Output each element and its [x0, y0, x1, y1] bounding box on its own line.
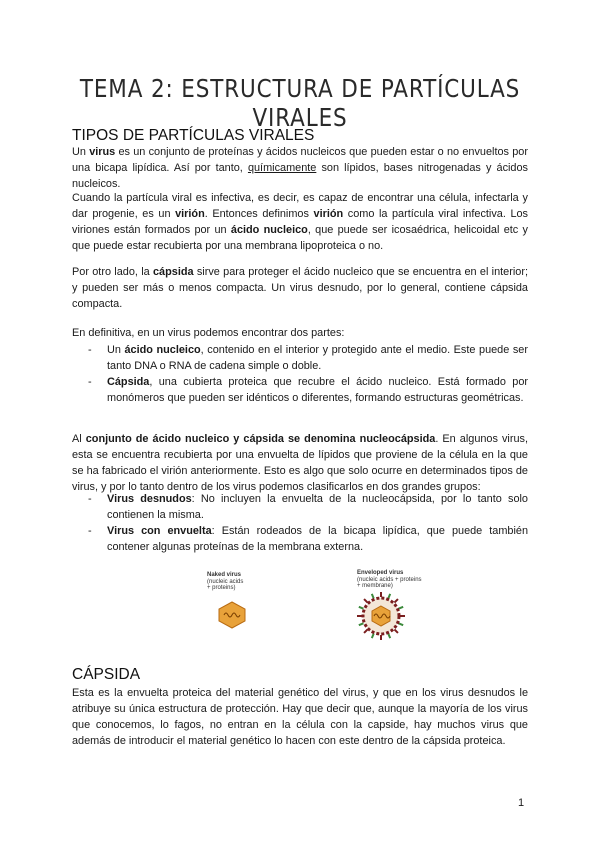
envelope-spike: [372, 594, 374, 599]
page-title: TEMA 2: ESTRUCTURA DE PARTÍCULAS VIRALES: [79, 74, 521, 132]
enveloped-virus-figure: Enveloped virus (nucleic acids + proteins + membrane): [357, 570, 437, 650]
envelope-spike: [388, 594, 390, 599]
list-item: - Virus con envuelta: Están rodeados de la bicapa lipídica, que puede también contener algunas proteínas de la membrana externa.: [88, 525, 529, 553]
page-number: 1: [518, 797, 525, 809]
envelope-spike: [394, 599, 398, 603]
envelope-spike: [388, 634, 390, 639]
paragraph-capsida: Esta es la envuelta proteica del material genético del virus, y que en los virus desnudos le atribuye su única estructura de protección. Hay que decir que, aunque la mayoría de los virus que conocemos, lo fagos, no entran en la célula con la capside, hay muchos virus que además de introducir el material genético lo hacen con este dentro de la cápsida proteica.: [72, 687, 528, 747]
envelope-spike: [372, 634, 374, 639]
paragraph-dos-partes: En definitiva, en un virus podemos encontrar dos partes:: [72, 327, 345, 339]
list-item: - Cápsida, una cubierta proteica que recubre el ácido nucleico. Está formado por monómeros que pueden ser idénticos o diferentes, formando estructuras geométricas.: [88, 376, 528, 404]
naked-virus-figure: Naked virus (nucleic acids + proteins): [207, 572, 277, 632]
list-item: - Un ácido nucleico, contenido en el interior y protegido ante el medio. Este puede ser tanto DNA o RNA de cadena simple o doble.: [88, 344, 528, 372]
envelope-spike: [394, 629, 398, 633]
envelope-spike: [359, 623, 364, 625]
paragraph-nucleocapsida: Al conjunto de ácido nucleico y cápsida se denomina nucleocápsida. En algunos virus, esta se encuentra recubierta por una envuelta de lípidos que proviene de la célula en la que se ha fabricado el virión anteriormente. Esto es algo que solo ocurre en determinados tipos de virus, y por lo tanto dentro de los virus podemos clasificarlos en dos grandes grupos:: [72, 433, 529, 493]
paragraph-capsida-intro: Por otro lado, la cápsida sirve para proteger el ácido nucleico que se encuentra en el interior; y pueden ser más o menos compacta. Un virus desnudo, por lo general, contiene cápsida compacta.: [72, 266, 528, 310]
envelope-spike: [399, 623, 404, 625]
section-heading-tipos: TIPOS DE PARTÍCULAS VIRALES: [72, 127, 315, 144]
paragraph-virus-definition: Un virus es un conjunto de proteínas y ácidos nucleicos que pueden estar o no envueltos por una bicapa lipídica. Así por tanto, químicamente son lípidos, bases nitrogenadas y ácidos nucleicos.: [72, 146, 528, 190]
section-heading-capsida: CÁPSIDA: [72, 666, 141, 683]
envelope-spike: [399, 607, 404, 609]
list-item: - Virus desnudos: No incluyen la envuelta de la nucleocápsida, por lo tanto solo contienen la misma.: [88, 493, 528, 521]
paragraph-virion: Cuando la partícula viral es infectiva, es decir, es capaz de encontrar una célula, infectarla y dar progenie, es un virión. Entonces definimos virión como la partícula viral infectiva. Los viriones están formados por un ácido nucleico, que puede ser icosaédrica, helicoidal etc y que puede estar recubierta por una membrana lipoproteica o no.: [72, 192, 529, 252]
enveloped-virus-icon: [355, 590, 407, 642]
envelope-spike: [359, 607, 364, 609]
envelope-spike: [364, 599, 368, 603]
envelope-spike: [364, 629, 368, 633]
naked-virus-icon: [217, 601, 247, 629]
